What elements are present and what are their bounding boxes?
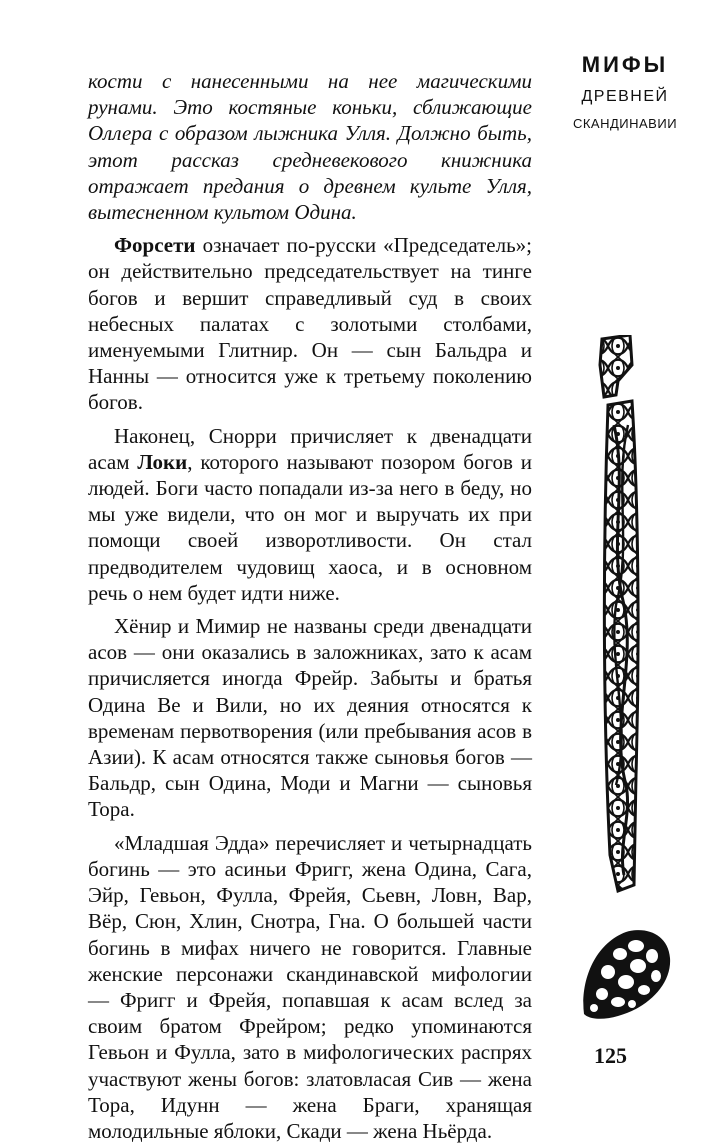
paragraph-3-text: , которого называют позором богов и людей. Боги часто попадали из-за него в беду, но мы уже видели, что он мог и выручать их при помощи своей изворотливости. Он стал предводителем чудовищ хаоса, и в основном речь о нем будет идти ниже.: [88, 449, 533, 605]
header-line-1: МИФЫ: [581, 52, 669, 77]
header-line-2: ДРЕВНЕЙ: [581, 88, 669, 105]
term-forseti: Форсети: [114, 233, 196, 258]
page-number: 125: [594, 1043, 627, 1068]
ornament-icon: [576, 922, 676, 1022]
paragraph-1: кости с нанесенными на нее магическими рунами. Это костяные коньки, сближающие Оллера с образом лыжника Улля. Должно быть, этот рассказ средневекового книжника отражает предания о древнем культе Улля, вытесненном культом Одина.: [88, 69, 532, 225]
running-header: [560, 52, 690, 131]
paragraph-4: Хёнир и Мимир не названы среди двенадцати асов — они оказались в заложниках, зато к асам причисляется иногда Фрейр. Забыты и братья Одина Ве и Вили, но их деяния относятся к временам первотворения (или пребывания асов в Азии). К асам относятся также сыновья богов — Бальдр, сын Одина, Моди и Магни — сыновья Тора.: [88, 614, 532, 822]
paragraph-3-start: Наконец, Снорри причисляет к двенадцати асам: [88, 423, 532, 474]
paragraph-2-text: означает по-русски «Председатель»; он действительно председательствует на тинге богов и вершит справедливый суд в своих небесных палатах с золотыми столбами, именуемыми Глитнир. Он — сын Бальдра и Нанны — относится уже к третьему поколению богов.: [88, 233, 532, 415]
paragraph-5: «Младшая Эдда» перечисляет и четырнадцать богинь — это асиньи Фригг, жена Одина, Сага, Эйр, Гевьон, Фулла, Фрейя, Сьевн, Ловн, Вар, Вёр, Сюн, Хлин, Снотра, Гна. О большей части богинь в мифах ничего не говорится. Главные женские персонажи скандинавской мифологии — Фригг и Фрейя, попавшая к асам вслед за своим братом Фрейром; редко упоминаются Гевьон и Фулла, зато в мифологических распрях участвуют жены богов: златовласая Сив — жена Тора, Идунн — жена Браги, хранящая молодильные яблоки, Скади — жена Ньёрда.: [88, 830, 532, 1143]
term-loki: Локи: [137, 449, 188, 474]
paragraph-3: [88, 423, 532, 606]
header-line-3: СКАНДИНАВИИ: [572, 116, 678, 131]
paragraph-2: [88, 232, 532, 415]
carved-bone-icon: [588, 335, 648, 895]
main-text: [88, 68, 532, 1144]
